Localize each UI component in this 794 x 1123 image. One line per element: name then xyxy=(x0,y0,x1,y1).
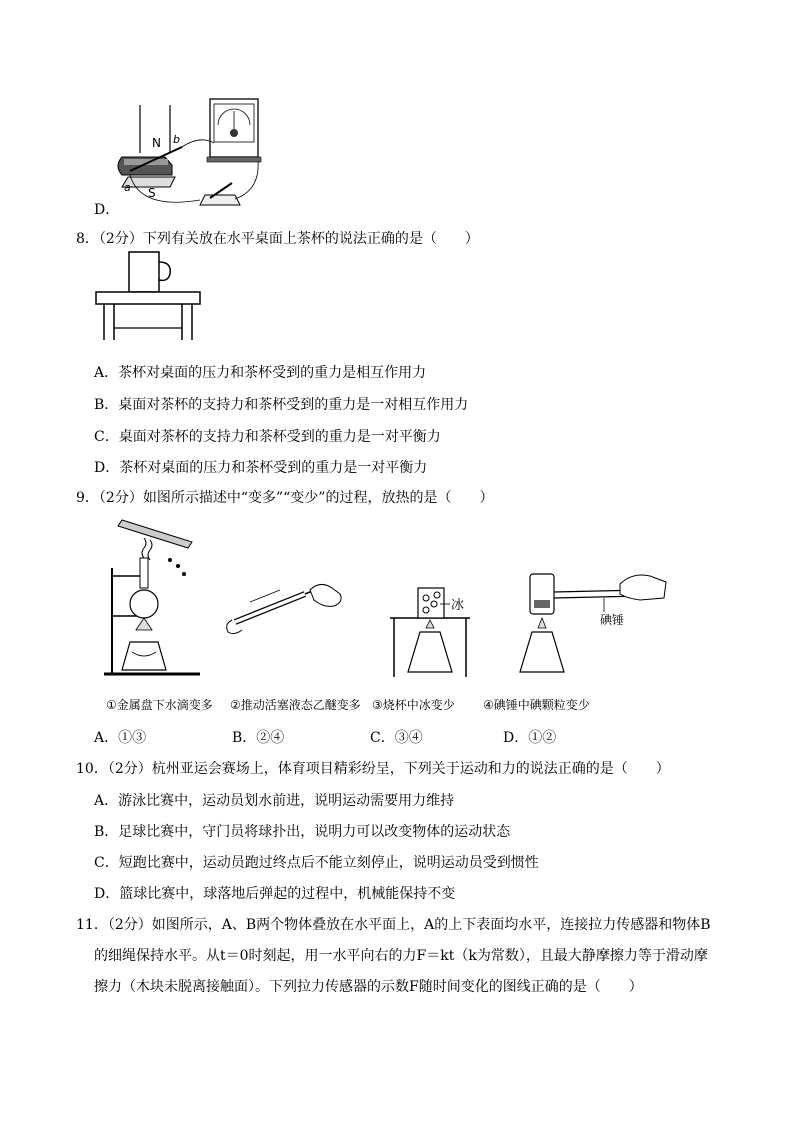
q8-option-d: D．茶杯对桌面的压力和茶杯受到的重力是一对平衡力 xyxy=(94,460,428,476)
teacup-icon xyxy=(129,252,159,292)
iodine-hammer-icon xyxy=(520,574,666,672)
q10-option-d: D．篮球比赛中，球落地后弹起的过程中，机械能保持不变 xyxy=(94,886,456,902)
q8-option-b: B．桌面对茶杯的支持力和茶杯受到的重力是一对相互作用力 xyxy=(94,397,469,413)
magnet-n-label: N xyxy=(152,136,161,150)
q9-caption-3: ③烧杯中冰变少 xyxy=(372,698,455,712)
beaker-ice-icon xyxy=(390,588,470,677)
q8-figure xyxy=(94,248,204,343)
q7-option-d: D． xyxy=(94,202,120,218)
syringe-icon xyxy=(227,584,341,633)
magnet-s-label: S xyxy=(148,186,156,200)
q11-line-1: 11．（2分）如图所示，A、B两个物体叠放在水平面上，A的上下表面均水平，连接拉力传感器和物体B xyxy=(76,917,711,933)
q9-caption-4: ④碘锤中碘颗粒变少 xyxy=(483,698,590,712)
hammer-label: 碘锤 xyxy=(600,613,625,627)
q9-option-b: B．②④ xyxy=(232,730,285,746)
q7-figure xyxy=(110,95,270,210)
q10-option-a: A．游泳比赛中，运动员划水前进，说明运动需要用力维持 xyxy=(94,793,455,809)
q8-option-a: A．茶杯对桌面的压力和茶杯受到的重力是相互作用力 xyxy=(94,365,427,381)
q10-option-c: C．短跑比赛中，运动员跑过终点后不能立刻停止，说明运动员受到惯性 xyxy=(94,855,539,871)
metal-plate-apparatus-icon xyxy=(104,520,200,674)
q8-option-c: C．桌面对茶杯的支持力和茶杯受到的重力是一对平衡力 xyxy=(94,429,441,445)
q11-line-2: 的细绳保持水平。从t＝0时刻起，用一水平向右的力F＝kt（k为常数），且最大静摩擦力等于滑动摩 xyxy=(94,948,708,964)
table-icon xyxy=(96,292,200,304)
q8-stem: 8．（2分）下列有关放在水平桌面上茶杯的说法正确的是（ ） xyxy=(76,231,479,247)
q9-option-c: C．③④ xyxy=(370,730,423,746)
q10-stem: 10．（2分）杭州亚运会赛场上，体育项目精彩纷呈，下列关于运动和力的说法正确的是（ ） xyxy=(76,761,670,777)
q10-option-b: B．足球比赛中，守门员将球扑出，说明力可以改变物体的运动状态 xyxy=(94,824,511,840)
q9-figure xyxy=(100,512,670,692)
q9-stem: 9．（2分）如图所示描述中“变多”“变少”的过程，放热的是（ ） xyxy=(76,490,494,506)
q9-option-d: D．①② xyxy=(503,730,557,746)
wire-b-label: b xyxy=(173,133,180,146)
q11-line-3: 擦力（木块未脱离接触面）。下列拉力传感器的示数F随时间变化的图线正确的是（ ） xyxy=(94,979,643,995)
wire-a-label: a xyxy=(124,181,131,194)
q9-caption-2: ②推动活塞液态乙醚变多 xyxy=(230,698,361,712)
ice-label: 冰 xyxy=(451,598,465,613)
q9-option-a: A．①③ xyxy=(94,730,147,746)
q9-caption-1: ①金属盘下水滴变多 xyxy=(106,698,213,712)
